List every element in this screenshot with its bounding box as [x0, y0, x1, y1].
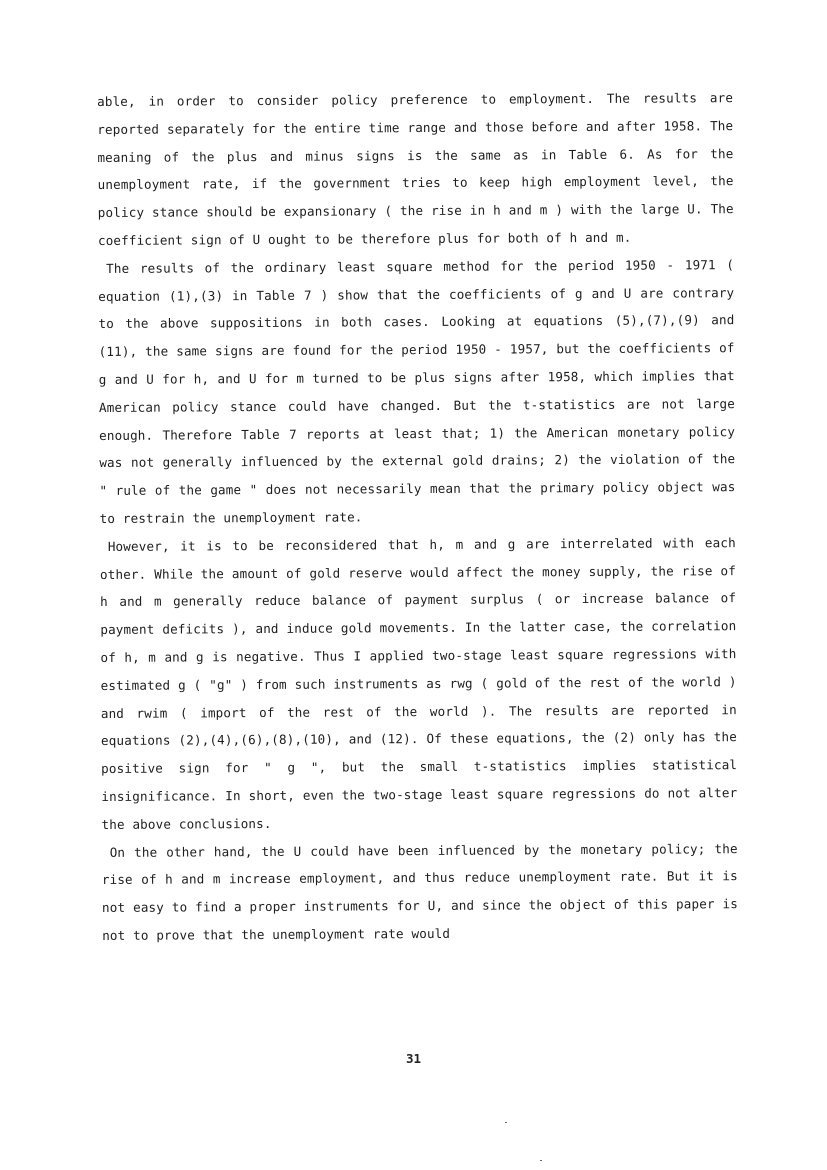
body-text — [97, 84, 738, 950]
paragraph-1: able, in order to consider policy preference to employment. The results are reported separately for the entire time range and those before and after 1958. The meaning of the plus and minus signs is the same as in Table 6. As for the unemployment rate, if the government tries to keep high employment level, the policy stance should be expansionary ( the rise in h and m ) with the large U. The coefficient sign of U ought to be therefore plus for both of h and m. — [97, 90, 734, 248]
scan-speck — [540, 1160, 542, 1161]
paragraph-3: However, it is to be reconsidered that h, m and g are interrelated with each other. While the amount of gold reserve would affect the money supply, the rise of h and m generally reduce balance of payment surplus ( or increase balance of payment deficits ), and induce gold movements. In the latter case, the correlation of h, m and g is negative. Thus I applied two-stage least square regressions with estimated g ( "g" ) from such instruments as rwg ( gold of the rest of the world ) and rwim ( import of the rest of the world ). The results are reported in equations (2),(4),(6),(8),(10), and (12). Of these equations, the (2) only has the positive sign for " g ", but the small t-statistics implies statistical insignificance. In short, even the two-stage least square regressions do not alter the above conclusions. — [99, 534, 738, 832]
scan-speck — [505, 1122, 507, 1123]
paragraph-2: The results of the ordinary least square method for the period 1950 - 1971 ( equation (1),(3) in Table 7 ) show that the coefficients of g and U are contrary to the above suppositions in both cases. Looking at equations (5),(7),(9) and (11), the same signs are found for the period 1950 - 1957, but the coefficients of g and U for h, and U for m turned to be plus signs after 1958, which implies that American policy stance could have changed. But the t-statistics are not large enough. Therefore Table 7 reports at least that; 1) the American monetary policy was not generally influenced by the external gold drains; 2) the violation of the " rule of the game " does not necessarily mean that the primary policy object was to restrain the unemployment rate. — [98, 256, 736, 526]
paragraph-4: On the other hand, the U could have been influenced by the monetary policy; the rise of h and m increase employment, and thus reduce unemployment rate. But it is not easy to find a proper instruments for U, and since the object of this paper is not to prove that the unemployment rate would — [101, 840, 739, 943]
page-number: 31 — [405, 1051, 422, 1066]
